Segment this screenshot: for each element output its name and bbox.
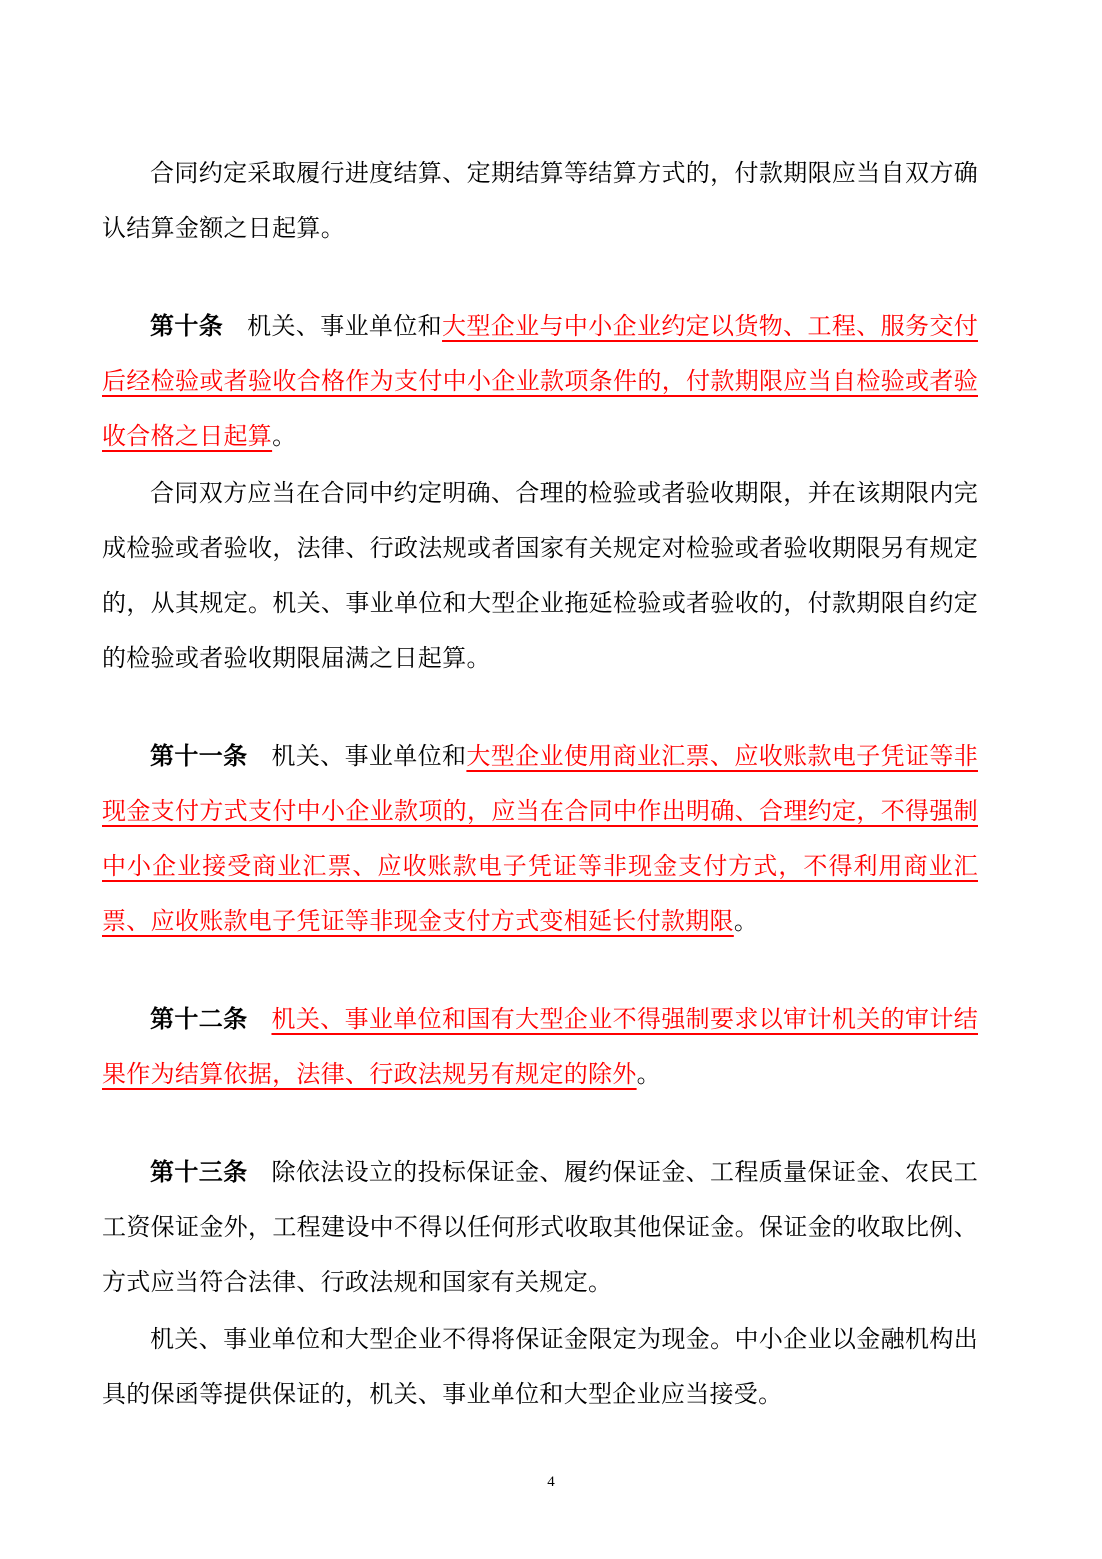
paragraph-guarantee: 机关、事业单位和大型企业不得将保证金限定为现金。中小企业以金融机构出具的保函等提供保证的，机关、事业单位和大型企业应当接受。: [102, 1325, 978, 1408]
article-number: 第十条: [150, 311, 224, 340]
article-tail-text: 。: [636, 1060, 661, 1088]
article-number: 第十一条: [150, 741, 248, 770]
article-tail-text: 。: [733, 907, 759, 935]
highlighted-text: 大型企业使用商业汇票、应收账款电子凭证等非现金支付方式支付中小企业款项的，应当在合同中作出明确、合理约定，不得强制中小企业接受商业汇票、应收账款电子凭证等非现金支付方式，不得利用商业汇票、应收账款电子凭证等非现金支付方式变相延长付款期限: [102, 742, 978, 935]
article-10: [102, 298, 978, 464]
article-lead-text: 机关、事业单位和: [247, 312, 443, 340]
article-body-text: 除依法设立的投标保证金、履约保证金、工程质量保证金、农民工工资保证金外，工程建设中不得以任何形式收取其他保证金。保证金的收取比例、方式应当符合法律、行政法规和国家有关规定。: [102, 1158, 978, 1296]
article-11: [102, 728, 978, 949]
article-number: 第十三条: [150, 1157, 248, 1186]
article-lead-text: 机关、事业单位和: [271, 742, 467, 770]
article-12: [102, 991, 978, 1102]
article-tail-text: 。: [272, 422, 297, 450]
paragraph-inspection: 合同双方应当在合同中约定明确、合理的检验或者验收期限，并在该期限内完成检验或者验收，法律、行政法规或者国家有关规定对检验或者验收期限另有规定的，从其规定。机关、事业单位和大型企业拖延检验或者验收的，付款期限自约定的检验或者验收期限届满之日起算。: [102, 479, 978, 672]
highlighted-text: 大型企业与中小企业约定以货物、工程、服务交付后经检验或者验收合格作为支付中小企业款项条件的，付款期限应当自检验或者验收合格之日起算: [102, 312, 978, 450]
highlighted-text: 机关、事业单位和国有大型企业不得强制要求以审计机关的审计结果作为结算依据，法律、行政法规另有规定的除外: [102, 1005, 978, 1088]
document-body: [102, 146, 978, 1422]
article-13: [102, 1144, 978, 1310]
paragraph-settlement: 合同约定采取履行进度结算、定期结算等结算方式的，付款期限应当自双方确认结算金额之日起算。: [102, 159, 978, 242]
page-number: 4: [547, 1474, 555, 1490]
article-number: 第十二条: [150, 1004, 248, 1033]
